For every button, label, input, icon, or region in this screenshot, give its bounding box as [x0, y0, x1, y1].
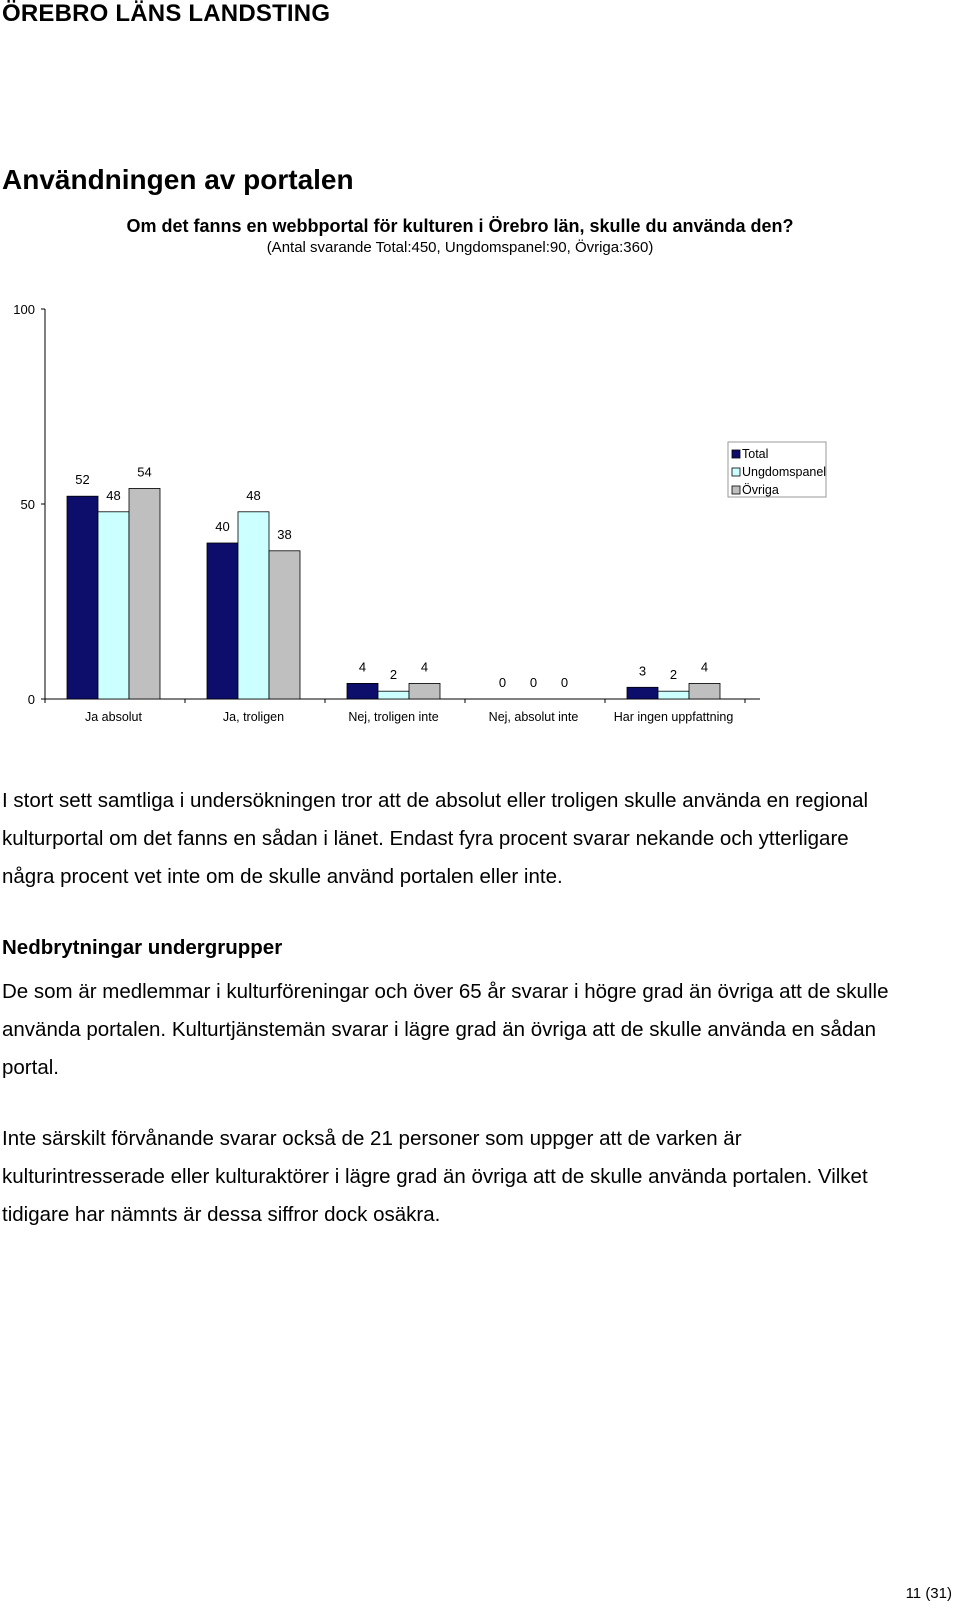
bar: [689, 683, 720, 699]
x-tick-label: Ja absolut: [85, 710, 142, 724]
legend-label: Övriga: [742, 483, 779, 497]
data-label: 48: [106, 487, 121, 503]
data-label: 54: [137, 464, 152, 480]
data-label: 40: [215, 519, 230, 534]
data-label: 2: [669, 667, 678, 683]
data-label: 52: [75, 472, 90, 488]
bar: [67, 496, 98, 699]
bar-chart: [0, 290, 940, 740]
data-label: 38: [277, 526, 292, 542]
legend-label: Total: [742, 447, 769, 461]
chart-subtitle: (Antal svarande Total:450, Ungdomspanel:90, Övriga:360): [266, 239, 654, 256]
y-tick-label: 100: [13, 302, 35, 317]
data-label: 4: [420, 659, 429, 675]
data-label: 2: [389, 667, 398, 683]
paragraph-summary: I stort sett samtliga i undersökningen tror att de absolut eller troligen skulle använda en regional kulturportal om det fanns en sådan i länet. Endast fyra procent svarar nekande och ytterligare några procent vet inte om de skulle använd portalen eller inte.: [2, 789, 869, 888]
bar: [269, 551, 300, 699]
bar: [627, 687, 658, 699]
bar: [409, 683, 440, 699]
x-tick-label: Har ingen uppfattning: [613, 710, 734, 724]
y-tick-label: 0: [27, 692, 35, 707]
legend-swatch: [732, 468, 740, 476]
data-label: 0: [560, 675, 569, 690]
bar: [129, 488, 160, 699]
paragraph-subgroups: De som är medlemmar i kulturföreningar och över 65 år svarar i högre grad än övriga att de skulle använda portalen. Kulturtjänstemän svarar i lägre grad än övriga att de skulle använda en sådan portal.: [2, 980, 889, 1079]
legend-label: Ungdomspanel: [742, 465, 827, 479]
bar: [347, 683, 378, 699]
y-tick-label: 50: [20, 497, 35, 512]
data-label: 4: [358, 659, 367, 675]
bar: [378, 691, 409, 699]
bar: [207, 543, 238, 699]
chart-title: Om det fanns en webbportal för kulturen i Örebro län, skulle du använda den?: [126, 216, 794, 236]
x-tick-label: Nej, absolut inte: [488, 710, 579, 724]
data-label: 0: [498, 675, 507, 690]
bar: [658, 691, 689, 699]
page-number: 11 (31): [905, 1585, 952, 1602]
legend-swatch: [732, 450, 740, 458]
section-title: Användningen av portalen: [2, 164, 354, 195]
data-label: 3: [638, 663, 647, 679]
x-tick-label: Ja, troligen: [222, 710, 285, 724]
data-label: 48: [246, 487, 261, 503]
bar: [238, 512, 269, 699]
data-label: 0: [529, 675, 538, 690]
bar: [98, 512, 129, 699]
legend-swatch: [732, 486, 740, 494]
organization-header: ÖREBRO LÄNS LANDSTING: [2, 0, 331, 27]
subheading-subgroups: Nedbrytningar undergrupper: [2, 936, 283, 959]
paragraph-additional: Inte särskilt förvånande svarar också de 21 personer som uppger att de varken är kulturintresserade eller kulturaktörer i lägre grad än övriga att de skulle använda portalen. Vilket tidigare har nämnts är dessa siffror dock osäkra.: [2, 1127, 868, 1226]
x-tick-label: Nej, troligen inte: [348, 710, 439, 724]
data-label: 4: [700, 659, 709, 675]
